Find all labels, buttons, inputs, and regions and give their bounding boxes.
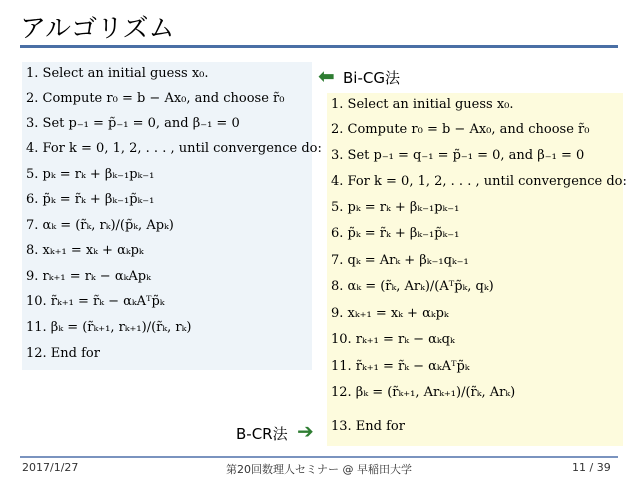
slide-title: アルゴリズム bbox=[20, 14, 175, 44]
bcr-step: 10. rₖ₊₁ = rₖ − αₖqₖ bbox=[331, 332, 455, 347]
bcr-step: 1. Select an initial guess x₀. bbox=[331, 97, 514, 112]
bcr-step: 2. Compute r₀ = b − Ax₀, and choose r̃₀ bbox=[331, 122, 590, 137]
bcr-step: 3. Set p₋₁ = q₋₁ = p̃₋₁ = 0, and β₋₁ = 0 bbox=[331, 148, 585, 163]
bcr-step: 7. qₖ = Arₖ + βₖ₋₁qₖ₋₁ bbox=[331, 253, 469, 268]
bicg-step: 5. pₖ = rₖ + βₖ₋₁pₖ₋₁ bbox=[26, 167, 155, 182]
left-arrow-icon: ⬅ bbox=[318, 64, 335, 88]
bicg-step: 8. xₖ₊₁ = xₖ + αₖpₖ bbox=[26, 243, 144, 258]
bicg-step: 3. Set p₋₁ = p̃₋₁ = 0, and β₋₁ = 0 bbox=[26, 116, 240, 131]
bcr-step: 4. For k = 0, 1, 2, . . . , until convergence do: bbox=[331, 174, 627, 189]
page-number: 11 / 39 bbox=[572, 461, 611, 474]
right-arrow-icon: ➔ bbox=[297, 419, 314, 443]
bcr-step: 11. r̃ₖ₊₁ = r̃ₖ − αₖAᵀp̃ₖ bbox=[331, 359, 470, 374]
bicg-step: 6. p̃ₖ = r̃ₖ + βₖ₋₁p̃ₖ₋₁ bbox=[26, 192, 155, 207]
bcr-label: B-CR法 bbox=[236, 425, 288, 443]
bicg-step: 10. r̃ₖ₊₁ = r̃ₖ − αₖAᵀp̃ₖ bbox=[26, 294, 165, 309]
bicg-step: 12. End for bbox=[26, 346, 100, 361]
bcr-step: 9. xₖ₊₁ = xₖ + αₖpₖ bbox=[331, 306, 449, 321]
bcr-step: 5. pₖ = rₖ + βₖ₋₁pₖ₋₁ bbox=[331, 200, 460, 215]
bicg-step: 1. Select an initial guess x₀. bbox=[26, 66, 209, 81]
bicg-step: 4. For k = 0, 1, 2, . . . , until convergence do: bbox=[26, 141, 322, 156]
bicg-step: 11. βₖ = (r̃ₖ₊₁, rₖ₊₁)/(r̃ₖ, rₖ) bbox=[26, 320, 192, 335]
bcr-step: 13. End for bbox=[331, 419, 405, 434]
bicg-label: Bi-CG法 bbox=[343, 69, 400, 87]
bicg-algorithm-panel bbox=[22, 62, 322, 370]
bicg-step: 7. αₖ = (r̃ₖ, rₖ)/(p̃ₖ, Apₖ) bbox=[26, 218, 174, 233]
bcr-step: 8. αₖ = (r̃ₖ, Arₖ)/(Aᵀp̃ₖ, qₖ) bbox=[331, 279, 494, 294]
bcr-algorithm-panel bbox=[327, 93, 627, 446]
bcr-step: 6. p̃ₖ = r̃ₖ + βₖ₋₁p̃ₖ₋₁ bbox=[331, 226, 460, 241]
bicg-step: 9. rₖ₊₁ = rₖ − αₖApₖ bbox=[26, 269, 151, 284]
bicg-step: 2. Compute r₀ = b − Ax₀, and choose r̃₀ bbox=[26, 91, 285, 106]
footer-event: 第20回数理人セミナー @ 早稲田大学 bbox=[226, 463, 412, 476]
footer-date: 2017/1/27 bbox=[22, 461, 79, 474]
title-divider bbox=[20, 45, 618, 48]
bcr-step: 12. βₖ = (r̃ₖ₊₁, Arₖ₊₁)/(r̃ₖ, Arₖ) bbox=[331, 385, 516, 400]
footer-divider bbox=[20, 456, 618, 458]
